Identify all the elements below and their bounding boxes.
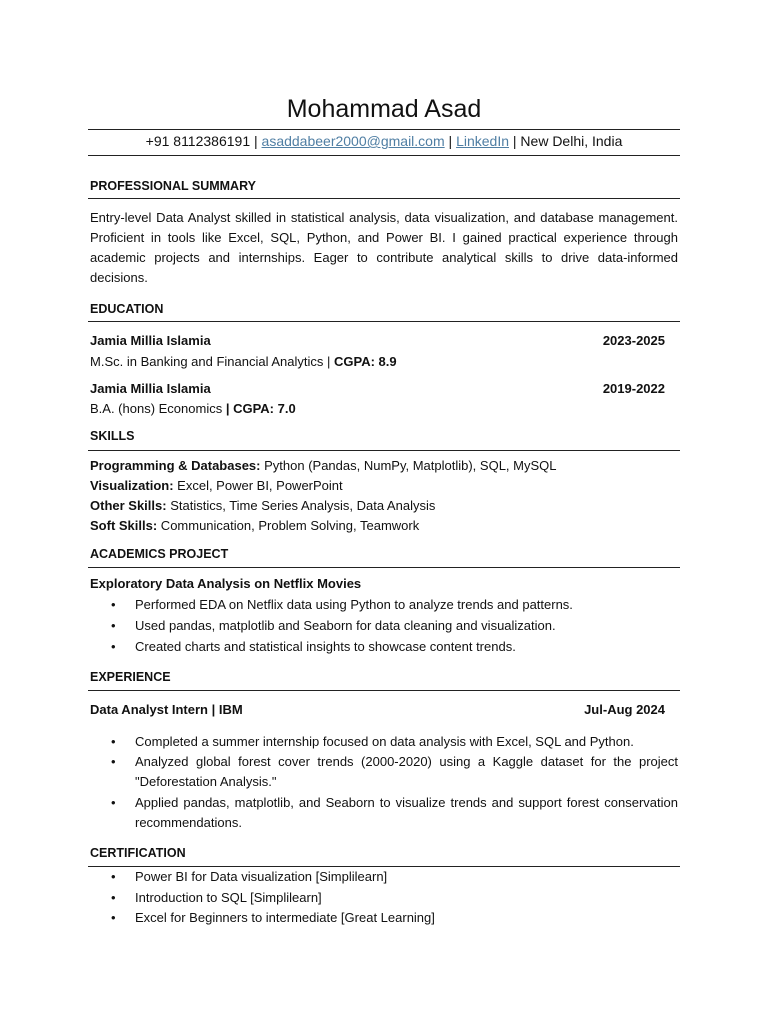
job-dates: Jul-Aug 2024 <box>584 702 665 717</box>
bullet-icon: • <box>111 890 116 905</box>
location: New Delhi, India <box>520 133 623 149</box>
divider <box>88 129 680 130</box>
section-rule <box>88 321 680 322</box>
list-item: Performed EDA on Netflix data using Python to analyze trends and patterns. <box>135 597 573 612</box>
bullet-icon: • <box>111 734 116 749</box>
list-item: Used pandas, matplotlib and Seaborn for data cleaning and visualization. <box>135 618 556 633</box>
education-years: 2019-2022 <box>602 381 665 396</box>
list-item: Applied pandas, matplotlib, and Seaborn to visualize trends and support forest conservation recommendations. <box>135 795 678 830</box>
linkedin-link[interactable]: LinkedIn <box>456 133 509 149</box>
list-item: Introduction to SQL [Simplilearn] <box>135 890 322 905</box>
contact-line: +91 8112386191 | asaddabeer2000@gmail.com | LinkedIn | New Delhi, India <box>145 133 623 149</box>
bullet-icon: • <box>111 618 116 633</box>
section-heading-certification: CERTIFICATION <box>90 846 186 860</box>
skill-row: Programming & Databases: Python (Pandas, NumPy, Matplotlib), SQL, MySQL <box>90 458 557 473</box>
candidate-name: Mohammad Asad <box>286 95 482 123</box>
project-title: Exploratory Data Analysis on Netflix Movies <box>90 576 362 591</box>
list-item: Analyzed global forest cover trends (2000-2020) using a Kaggle dataset for the project "Deforestation Analysis." <box>135 754 678 789</box>
list-item: Completed a summer internship focused on data analysis with Excel, SQL and Python. <box>135 734 634 749</box>
list-item: Excel for Beginners to intermediate [Great Learning] <box>135 910 435 925</box>
list-item: Created charts and statistical insights to showcase content trends. <box>135 639 516 654</box>
bullet-icon: • <box>111 639 116 654</box>
bullet-icon: • <box>111 795 116 810</box>
skill-row: Visualization: Excel, Power BI, PowerPoint <box>90 478 343 493</box>
section-heading-projects: ACADEMICS PROJECT <box>90 547 229 561</box>
summary-text: Entry-level Data Analyst skilled in statistical analysis, data visualization, and database management. Proficient in tools like Excel, SQL, Python, and Power BI. I gained practical experience through academic projects and internships. Eager to contribute analytical skills to drive data-informed decisions. <box>90 210 678 285</box>
section-rule <box>88 450 680 451</box>
education-years: 2023-2025 <box>602 333 665 348</box>
divider <box>88 155 680 156</box>
email-link[interactable]: asaddabeer2000@gmail.com <box>261 133 445 149</box>
degree-line: B.A. (hons) Economics | CGPA: 7.0 <box>90 401 296 416</box>
phone: +91 8112386191 <box>145 133 251 149</box>
bullet-icon: • <box>111 869 116 884</box>
list-item: Power BI for Data visualization [Simplilearn] <box>135 869 388 884</box>
section-heading-summary: PROFESSIONAL SUMMARY <box>90 179 256 193</box>
school-name: Jamia Millia Islamia <box>90 381 211 396</box>
skill-row: Other Skills: Statistics, Time Series Analysis, Data Analysis <box>90 498 436 513</box>
section-rule <box>88 567 680 568</box>
degree-line: M.Sc. in Banking and Financial Analytics | CGPA: 8.9 <box>90 354 397 369</box>
bullet-icon: • <box>111 754 116 769</box>
section-heading-skills: SKILLS <box>90 429 135 443</box>
section-rule <box>88 198 680 199</box>
school-name: Jamia Millia Islamia <box>90 333 211 348</box>
section-heading-education: EDUCATION <box>90 302 164 316</box>
bullet-icon: • <box>111 597 116 612</box>
job-role: Data Analyst Intern | IBM <box>90 702 243 717</box>
section-heading-experience: EXPERIENCE <box>90 670 171 684</box>
section-rule <box>88 690 680 691</box>
bullet-icon: • <box>111 910 116 925</box>
skill-row: Soft Skills: Communication, Problem Solving, Teamwork <box>90 518 420 533</box>
